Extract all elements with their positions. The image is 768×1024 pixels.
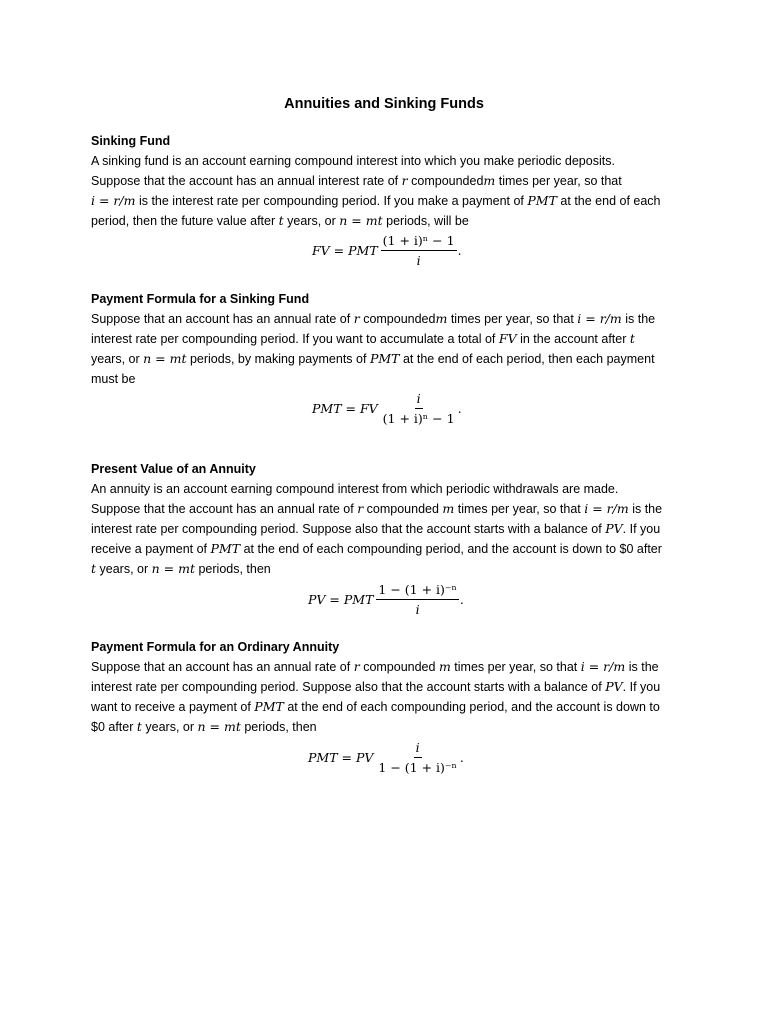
heading-sinking-fund: Sinking Fund — [91, 134, 171, 148]
math-t: t — [91, 561, 97, 576]
math-i-eq: i = r/m — [580, 659, 626, 674]
math-t: t — [278, 213, 284, 228]
text: years, or — [287, 214, 336, 228]
heading-payment-sinking-fund: Payment Formula for a Sinking Fund — [91, 292, 310, 306]
formula-payment-annuity — [308, 739, 464, 776]
math-n-eq: n = mt — [197, 719, 241, 734]
fraction-denominator: i — [416, 253, 421, 268]
fraction — [376, 581, 459, 618]
document-title: Annuities and Sinking Funds — [284, 96, 484, 112]
text: . If you — [622, 522, 661, 536]
formula-future-value — [312, 232, 462, 269]
text: receive a payment of — [91, 542, 208, 556]
math-pv: PV — [605, 521, 623, 536]
text: periods, by making payments of — [189, 352, 367, 366]
text: is the — [628, 660, 659, 674]
payment-sinking-line-4 — [91, 369, 135, 389]
present-value-line-5 — [91, 559, 271, 579]
payment-annuity-line-1 — [91, 657, 659, 677]
math-i-eq: i = r/m — [577, 311, 622, 326]
fraction-numerator: i — [414, 739, 422, 758]
text: Suppose that an account has an annual rate of — [91, 660, 351, 674]
text: times per year, so that — [457, 502, 581, 516]
math-m: m — [435, 311, 448, 326]
math-m: m — [442, 501, 455, 516]
math-m: m — [438, 659, 451, 674]
fraction-denominator: (1 + i)ⁿ − 1 — [382, 411, 455, 426]
payment-sinking-line-2 — [91, 329, 635, 349]
present-value-line-4 — [91, 539, 662, 559]
math-r: r — [353, 311, 360, 326]
math-pmt: PMT — [369, 351, 400, 366]
text: in the account after — [520, 332, 627, 346]
math-m: m — [483, 173, 496, 188]
text: is the interest rate per compounding period. If you make a payment of — [138, 194, 524, 208]
math-fv: FV — [498, 331, 517, 346]
text: times per year, so that — [498, 174, 622, 188]
text: years, or — [145, 720, 195, 734]
text: compounded — [363, 312, 436, 326]
formula-present-value — [308, 581, 464, 618]
sinking-fund-line-1 — [91, 151, 615, 171]
text: Suppose that the account has an annual rate of — [91, 502, 354, 516]
payment-annuity-line-4 — [91, 717, 317, 737]
payment-annuity-line-3 — [91, 697, 660, 717]
math-i-eq: i = r/m — [91, 193, 136, 208]
text: years, or — [91, 352, 140, 366]
formula-lhs: FV = PMT — [312, 243, 378, 258]
sinking-fund-line-4 — [91, 211, 469, 231]
text: periods, then — [244, 720, 317, 734]
text: is the — [632, 502, 663, 516]
fraction-numerator: i — [415, 390, 423, 409]
text: at the end of each period, then each payment — [402, 352, 655, 366]
text: Suppose that the account has an annual interest rate of — [91, 174, 399, 188]
text: compounded — [363, 660, 436, 674]
fraction-denominator: i — [415, 602, 420, 617]
formula-lhs: PMT = PV — [308, 750, 374, 765]
text: interest rate per compounding period. Suppose also that the account starts with a balance of — [91, 680, 602, 694]
text: Suppose that an account has an annual rate of — [91, 312, 351, 326]
heading-payment-annuity: Payment Formula for an Ordinary Annuity — [91, 640, 340, 654]
math-t: t — [136, 719, 142, 734]
payment-sinking-line-3 — [91, 349, 655, 369]
text: A sinking fund is an account earning compound interest into which you make periodic deposits. — [91, 154, 615, 168]
text: at the end of each compounding period, and the account is down to $0 after — [243, 542, 662, 556]
fraction — [376, 739, 459, 776]
math-n-eq: n = mt — [339, 213, 383, 228]
payment-sinking-line-1 — [91, 309, 655, 329]
formula-tail: . — [459, 592, 464, 607]
sinking-fund-line-3 — [91, 191, 661, 211]
payment-annuity-line-2 — [91, 677, 660, 697]
text: interest rate per compounding period. Suppose also that the account starts with a balance of — [91, 522, 602, 536]
text: at the end of each — [560, 194, 661, 208]
text: . If you — [622, 680, 661, 694]
text: $0 after — [91, 720, 134, 734]
present-value-line-3 — [91, 519, 660, 539]
text: compounded — [411, 174, 484, 188]
text: years, or — [99, 562, 149, 576]
text: periods, then — [198, 562, 271, 576]
formula-tail: . — [457, 243, 462, 258]
fraction-numerator: 1 − (1 + i)⁻ⁿ — [376, 581, 459, 600]
text: must be — [91, 372, 136, 386]
heading-present-value: Present Value of an Annuity — [91, 462, 256, 476]
text: interest rate per compounding period. If you want to accumulate a total of — [91, 332, 496, 346]
text: compounded — [366, 502, 439, 516]
formula-tail: . — [457, 401, 462, 416]
text: An annuity is an account earning compound interest from which periodic withdrawals are made. — [91, 482, 619, 496]
text: times per year, so that — [454, 660, 578, 674]
math-r: r — [401, 173, 408, 188]
fraction-denominator: 1 − (1 + i)⁻ⁿ — [378, 760, 457, 775]
fraction — [381, 390, 457, 427]
math-n-eq: n = mt — [151, 561, 195, 576]
math-i-eq: i = r/m — [584, 501, 629, 516]
text: times per year, so that — [450, 312, 574, 326]
fraction-numerator: (1 + i)ⁿ − 1 — [381, 232, 457, 251]
text: periods, will be — [386, 214, 469, 228]
math-pv: PV — [605, 679, 623, 694]
sinking-fund-line-2 — [91, 171, 622, 191]
present-value-line-1 — [91, 479, 618, 499]
math-t: t — [629, 331, 635, 346]
math-pmt: PMT — [527, 193, 557, 208]
formula-lhs: PV = PMT — [308, 592, 374, 607]
present-value-line-2 — [91, 499, 662, 519]
text: at the end of each compounding period, and the account is down to — [287, 700, 660, 714]
fraction — [381, 232, 457, 269]
math-pmt: PMT — [254, 699, 284, 714]
formula-payment-sinking-fund — [312, 390, 462, 427]
math-pmt: PMT — [210, 541, 241, 556]
text: want to receive a payment of — [91, 700, 251, 714]
formula-lhs: PMT = FV — [312, 401, 378, 416]
math-n-eq: n = mt — [143, 351, 187, 366]
math-r: r — [357, 501, 364, 516]
math-r: r — [353, 659, 360, 674]
text: is the — [625, 312, 656, 326]
text: period, then the future value after — [91, 214, 276, 228]
formula-tail: . — [459, 750, 464, 765]
